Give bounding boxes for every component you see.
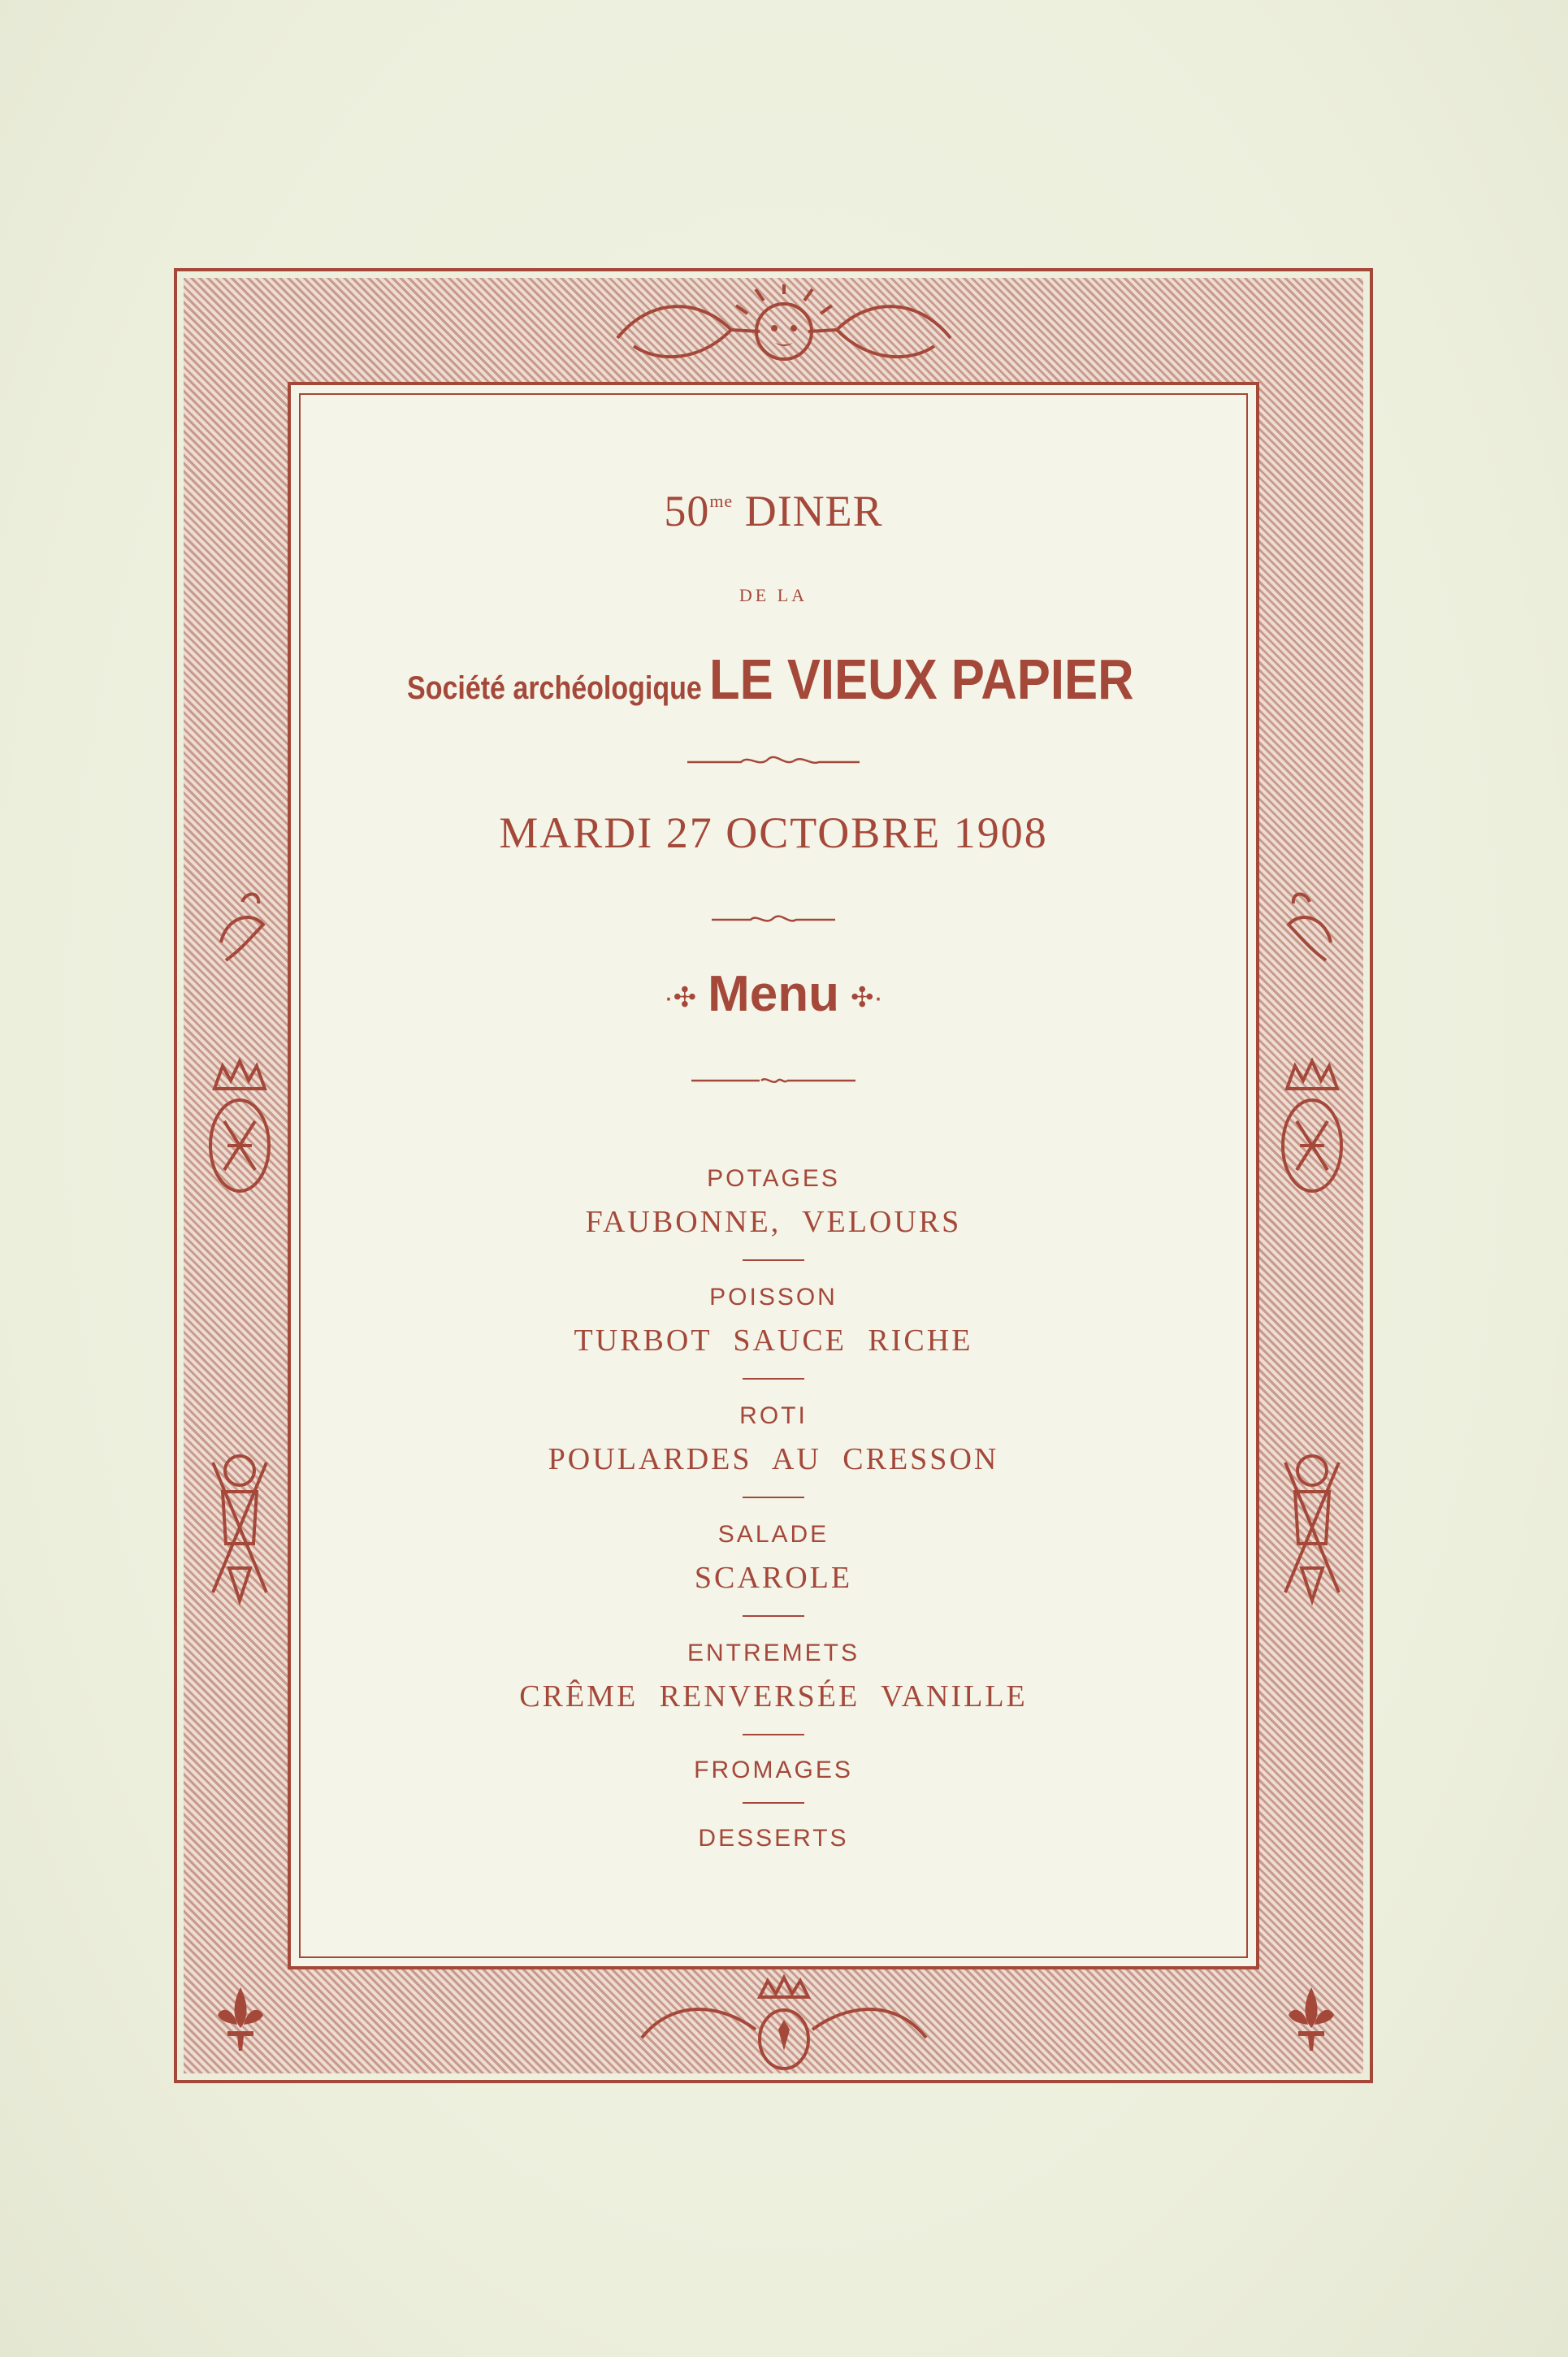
fleur-de-lis-icon: [1279, 1982, 1344, 2056]
dinner-suffix: me: [709, 491, 734, 511]
menu-card-content: [301, 395, 1246, 1956]
society-title: LE VIEUX PAPIER: [709, 648, 1135, 711]
course-heading: DESSERTS: [698, 1825, 849, 1852]
fleur-de-lis-icon: [208, 1982, 273, 2056]
society-name: [301, 647, 1246, 712]
course-separator: [743, 1259, 804, 1261]
course-separator: [743, 1802, 804, 1804]
crowned-monogram-icon: [205, 1056, 275, 1219]
flourish-divider: [688, 1074, 859, 1091]
course-separator: [743, 1497, 804, 1498]
course-heading: ROTI: [739, 1402, 808, 1429]
dove-icon: [1277, 886, 1342, 975]
course-separator: [743, 1615, 804, 1617]
course-dish: TURBOT SAUCE RICHE: [574, 1324, 973, 1358]
course-heading: SALADE: [717, 1521, 829, 1548]
crown-eagle-ornament-icon: [626, 1973, 942, 2078]
course-dish: SCAROLE: [694, 1561, 853, 1595]
right-ornament-icon: ✣·: [850, 981, 883, 1013]
menu-title: Menu: [708, 966, 839, 1022]
left-ornament-icon: ·✣: [664, 981, 697, 1013]
course-heading: FROMAGES: [694, 1757, 853, 1783]
course-dish: FAUBONNE, VELOURS: [585, 1205, 962, 1239]
course-separator: [743, 1378, 804, 1380]
dinner-title: [301, 486, 1246, 536]
armor-trophy-icon: [205, 1446, 275, 1609]
course-heading: POISSON: [709, 1284, 838, 1311]
course-heading: POTAGES: [707, 1165, 840, 1192]
flourish-divider: [708, 910, 838, 932]
course-dish: POULARDES AU CRESSON: [548, 1442, 999, 1476]
menu-heading: [301, 965, 1246, 1023]
crowned-monogram-icon: [1277, 1056, 1347, 1219]
dove-icon: [210, 886, 275, 975]
dinner-number: 50: [664, 487, 710, 535]
dinner-date: MARDI 27 OCTOBRE 1908: [499, 808, 1048, 857]
society-descriptor: Société archéologique: [406, 670, 702, 706]
course-dish: CRÊME RENVERSÉE VANILLE: [519, 1679, 1028, 1714]
flourish-divider: [684, 751, 863, 774]
course-heading: ENTREMETS: [687, 1640, 860, 1666]
sun-mask-ornament-icon: [601, 281, 967, 387]
dinner-word: DINER: [744, 487, 883, 535]
course-separator: [743, 1734, 804, 1735]
armor-trophy-icon: [1277, 1446, 1347, 1609]
de-la-text: DE LA: [739, 585, 808, 605]
